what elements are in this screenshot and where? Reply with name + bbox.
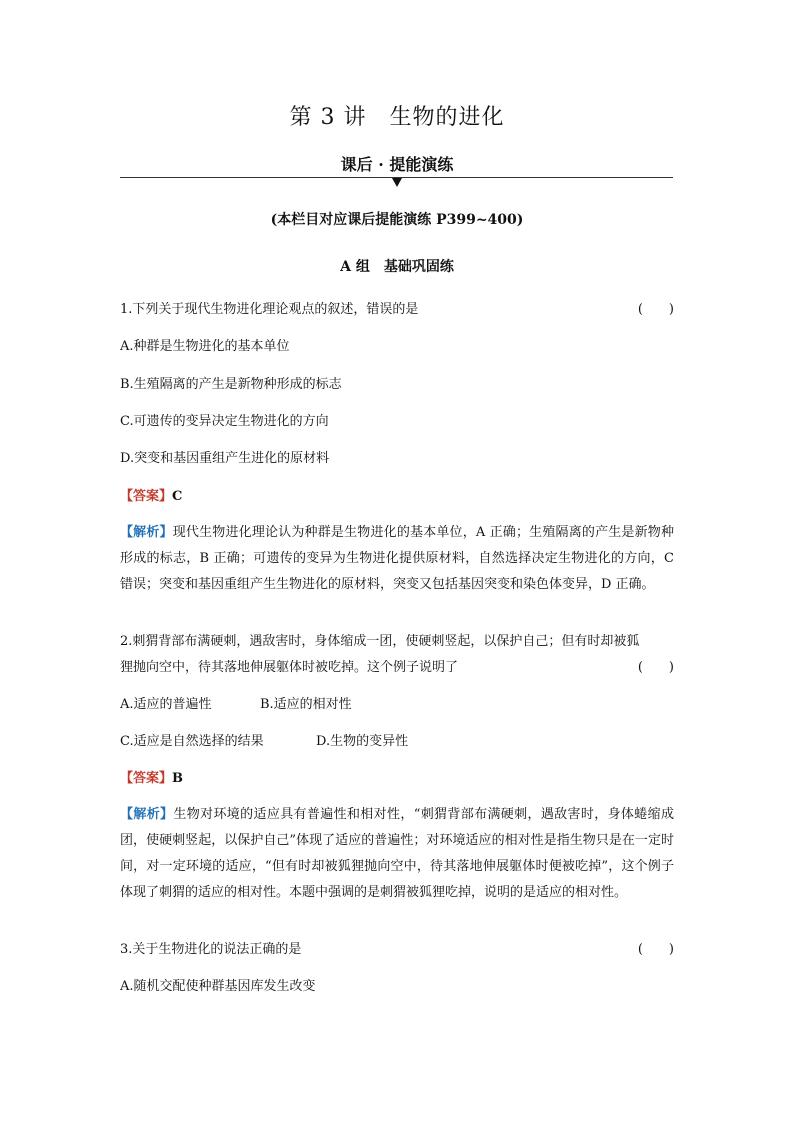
- question-1-answer: [120, 487, 674, 507]
- question-2-options-row-1: [120, 695, 674, 715]
- answer-bracket: ( ): [637, 302, 674, 317]
- analysis-text: 生物对环境的适应具有普遍性和相对性，“刺猬背部布满硬刺，遇敌害时，身体蜷缩成团，使硬刺竖起，以保护自己”体现了适应的普遍性；对环境适应的相对性是指生物只是在一定时间，对一定环境的适应，“但有时却被狐狸抛向空中，待其落地伸展躯体时便被吃掉”，这个例子体现了刺猬的适应的相对性。本题中强调的是刺猬被狐狸吃掉，说明的是适应的相对性。: [120, 807, 674, 900]
- question-1-option-b: B.生殖隔离的产生是新物种形成的标志: [120, 377, 342, 392]
- question-1-stem: [120, 300, 674, 320]
- answer-tag: 【答案】: [120, 489, 173, 504]
- question-3-option-a: A.随机交配使种群基因库发生改变: [120, 979, 316, 994]
- question-text: 3.关于生物进化的说法正确的是: [120, 942, 302, 957]
- question-text: 狸抛向空中，待其落地伸展躯体时被吃掉。这个例子说明了: [120, 660, 459, 675]
- question-1-option-c: C.可遗传的变异决定生物进化的方向: [120, 414, 329, 429]
- scope-note: (本栏目对应课后提能演练 P399~400): [270, 212, 524, 228]
- question-2-option-c: C.适应是自然选择的结果: [120, 734, 264, 749]
- analysis-text: 现代生物进化理论认为种群是生物进化的基本单位，A 正确；生殖隔离的产生是新物种形成的标志，B 正确；可遗传的变异为生物进化提供原材料，自然选择决定生物进化的方向，C 错误；突变和基因重组产生生物进化的原材料，突变又包括基因突变和染色体变异，D 正确。: [120, 525, 674, 592]
- answer-value: B: [172, 771, 184, 786]
- question-text: 1.下列关于现代生物进化理论观点的叙述，错误的是: [120, 302, 419, 317]
- question-2-option-d: D.生物的变异性: [316, 734, 409, 749]
- question-2-stem-line-2: [120, 658, 674, 678]
- answer-bracket: ( ): [637, 660, 674, 675]
- analysis-tag: 【解析】: [120, 807, 174, 822]
- question-2-option-a: A.适应的普遍性: [120, 697, 212, 712]
- question-3-stem: [120, 940, 674, 960]
- answer-tag: 【答案】: [120, 771, 173, 786]
- section-subtitle: 课后 · 提能演练: [340, 155, 454, 174]
- group-title: A 组 基础巩固练: [340, 259, 454, 275]
- answer-value: C: [172, 489, 183, 504]
- question-2-option-b: B.适应的相对性: [260, 697, 352, 712]
- question-2-answer: [120, 769, 674, 789]
- question-1-analysis: [120, 520, 674, 598]
- question-2-analysis: [120, 802, 674, 906]
- question-2-options-row-2: [120, 732, 674, 752]
- question-1-option-a: A.种群是生物进化的基本单位: [120, 339, 290, 354]
- page-title: 第 3 讲 生物的进化: [289, 105, 505, 130]
- analysis-tag: 【解析】: [120, 525, 173, 540]
- triangle-down-icon: [392, 178, 402, 187]
- question-1-option-d: D.突变和基因重组产生进化的原材料: [120, 451, 330, 466]
- question-2-stem-line-1: 2.刺猬背部布满硬刺，遇敌害时，身体缩成一团，使硬刺竖起，以保护自己；但有时却被狐: [120, 634, 640, 649]
- answer-bracket: ( ): [637, 942, 674, 957]
